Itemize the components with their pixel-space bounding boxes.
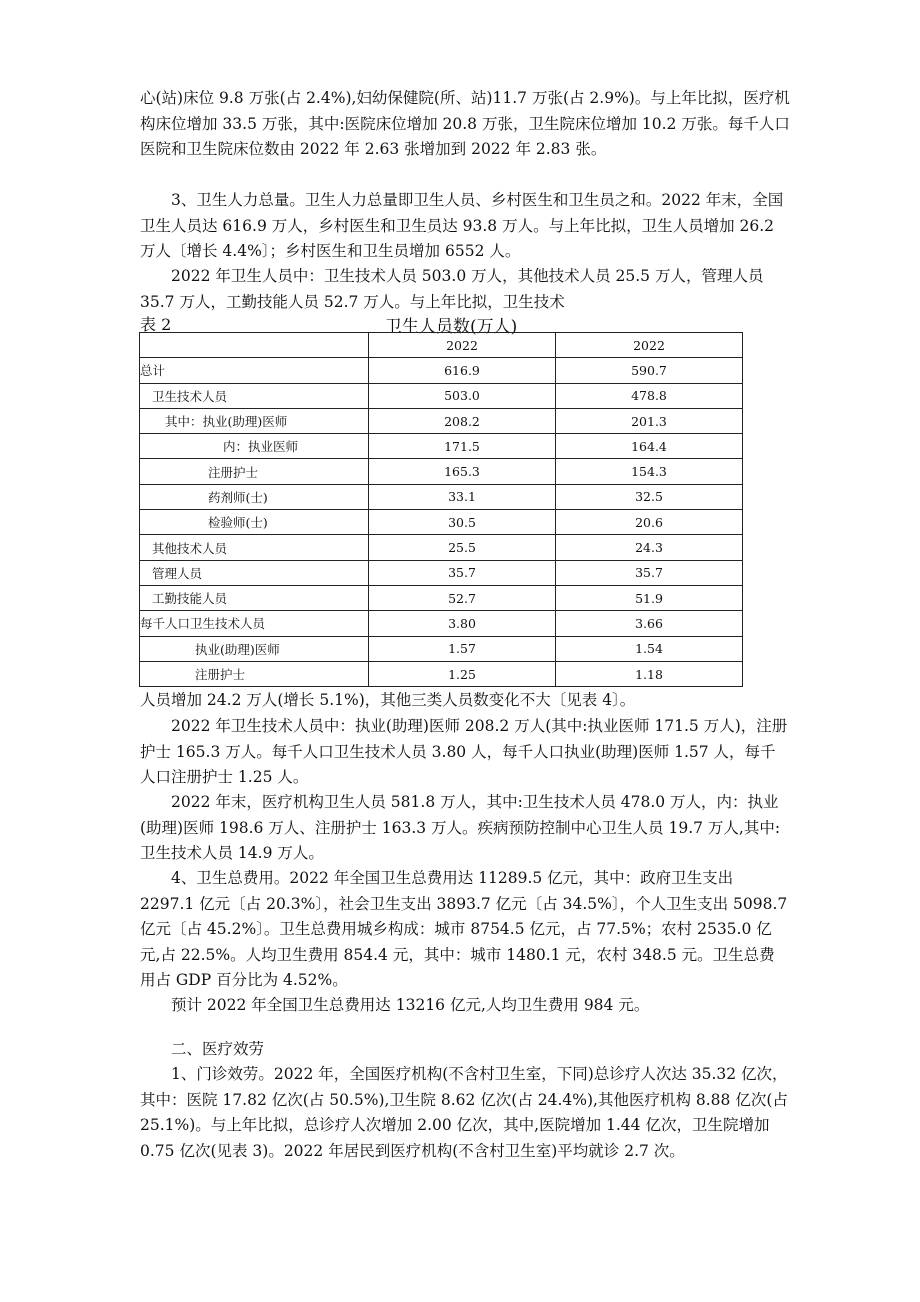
row-value-2: 51.9 [556,585,743,610]
row-label: 管理人员 [140,560,369,585]
row-label: 药剂师(士) [140,484,369,509]
paragraph-forecast: 预计 2022 年全国卫生总费用达 13216 亿元,人均卫生费用 984 元。 [171,996,650,1014]
row-label: 执业(助理)医师 [140,636,369,661]
row-label: 卫生技术人员 [140,383,369,408]
paragraph-health-workforce: 3、卫生人力总量。卫生人力总量即卫生人员、乡村医生和卫生员之和。2022 年末，全国卫生人员达 616.9 万人，乡村医生和卫生员达 93.8 万人。与上年比拟，卫生人员增加 26.2 万人〔增长 4.4%〕；乡村医生和卫生员增加 6552 人。 [140,191,784,260]
row-value-2: 32.5 [556,484,743,509]
table-row [140,535,743,560]
table-header-cell: 2022 [556,333,743,358]
table-header-cell [140,333,369,358]
table-row [140,484,743,509]
paragraph-institution-staff: 2022 年末，医疗机构卫生人员 581.8 万人，其中:卫生技术人员 478.0 万人，内：执业(助理)医师 198.6 万人、注册护士 163.3 万人。疾病预防控制中心卫生人员 19.7 万人,其中:卫生技术人员 14.9 万人。 [140,793,781,862]
row-value-1: 35.7 [369,560,556,585]
row-value-2: 3.66 [556,611,743,636]
row-label: 注册护士 [140,459,369,484]
row-value-1: 208.2 [369,408,556,433]
table-row [140,560,743,585]
paragraph-total-expenditure: 4、卫生总费用。2022 年全国卫生总费用达 11289.5 亿元，其中：政府卫生支出 2297.1 亿元〔占 20.3%〕，社会卫生支出 3893.7 亿元〔占 34.5%〕，个人卫生支出 5098.7 亿元〔占 45.2%〕。卫生总费用城乡构成：城市 8754.5 亿元，占 77.5%；农村 2535.0 亿元,占 22.5%。人均卫生费用 854.4 元，其中：城市 1480.1 元，农村 348.5 元。卫生总费用占 GDP 百分比为 4.52%。 [140,869,788,989]
row-value-1: 30.5 [369,510,556,535]
row-value-2: 201.3 [556,408,743,433]
table-row [140,585,743,610]
row-label: 总计 [140,358,369,383]
paragraph-tech-staff: 2022 年卫生技术人员中：执业(助理)医师 208.2 万人(其中:执业医师 171.5 万人)，注册护士 165.3 万人。每千人口卫生技术人员 3.80 人，每千人口执业(助理)医师 1.57 人，每千人口注册护士 1.25 人。 [140,717,788,786]
row-value-1: 503.0 [369,383,556,408]
row-value-2: 1.54 [556,636,743,661]
table-row [140,459,743,484]
table-row [140,434,743,459]
table-title: 卫生人员数(万人) [385,317,518,337]
section-heading: 二、医疗效劳 [171,1040,265,1058]
row-value-2: 154.3 [556,459,743,484]
row-label: 每千人口卫生技术人员 [140,611,369,636]
table-caption [140,312,790,337]
row-label: 工勤技能人员 [140,585,369,610]
table-label: 表 2 [140,315,172,334]
row-value-1: 1.57 [369,636,556,661]
table-header-row [140,333,743,358]
table-row [140,358,743,383]
table-row [140,611,743,636]
paragraph-beds: 心(站)床位 9.8 万张(占 2.4%),妇幼保健院(所、站)11.7 万张(占 2.9%)。与上年比拟，医疗机构床位增加 33.5 万张，其中:医院床位增加 20.8 万张，卫生院床位增加 10.2 万张。每千人口医院和卫生院床位数由 2022 年 2.63 张增加到 2022 年 2.83 张。 [140,89,790,158]
row-value-1: 171.5 [369,434,556,459]
paragraph-staff-breakdown: 2022 年卫生人员中：卫生技术人员 503.0 万人，其他技术人员 25.5 万人，管理人员 35.7 万人，工勤技能人员 52.7 万人。与上年比拟，卫生技术 [140,267,764,311]
row-value-1: 1.25 [369,661,556,686]
row-value-1: 3.80 [369,611,556,636]
row-value-2: 1.18 [556,661,743,686]
row-value-1: 25.5 [369,535,556,560]
row-label: 注册护士 [140,661,369,686]
row-value-2: 35.7 [556,560,743,585]
row-value-1: 165.3 [369,459,556,484]
row-value-1: 33.1 [369,484,556,509]
paragraph-outpatient: 1、门诊效劳。2022 年，全国医疗机构(不含村卫生室，下同)总诊疗人次达 35.32 亿次，其中：医院 17.82 亿次(占 50.5%),卫生院 8.62 亿次(占 24.4%),其他医疗机构 8.88 亿次(占 25.1%)。与上年比拟，总诊疗人次增加 2.00 亿次，其中,医院增加 1.44 亿次，卫生院增加 0.75 亿次(见表 3)。2022 年居民到医疗机构(不含村卫生室)平均就诊 2.7 次。 [140,1065,788,1160]
row-value-1: 616.9 [369,358,556,383]
table-row [140,510,743,535]
row-label: 其中：执业(助理)医师 [140,408,369,433]
row-value-2: 478.8 [556,383,743,408]
row-label: 其他技术人员 [140,535,369,560]
row-value-1: 52.7 [369,585,556,610]
row-value-2: 20.6 [556,510,743,535]
row-label: 内：执业医师 [140,434,369,459]
row-value-2: 590.7 [556,358,743,383]
table-row [140,408,743,433]
table-row [140,661,743,686]
health-personnel-table [139,332,743,687]
paragraph-table-continuation: 人员增加 24.2 万人(增长 5.1%)，其他三类人员数变化不大〔见表 4〕。 [140,691,636,709]
row-value-2: 164.4 [556,434,743,459]
table-row [140,636,743,661]
row-value-2: 24.3 [556,535,743,560]
table-header-cell: 2022 [369,333,556,358]
row-label: 检验师(士) [140,510,369,535]
table-row [140,383,743,408]
